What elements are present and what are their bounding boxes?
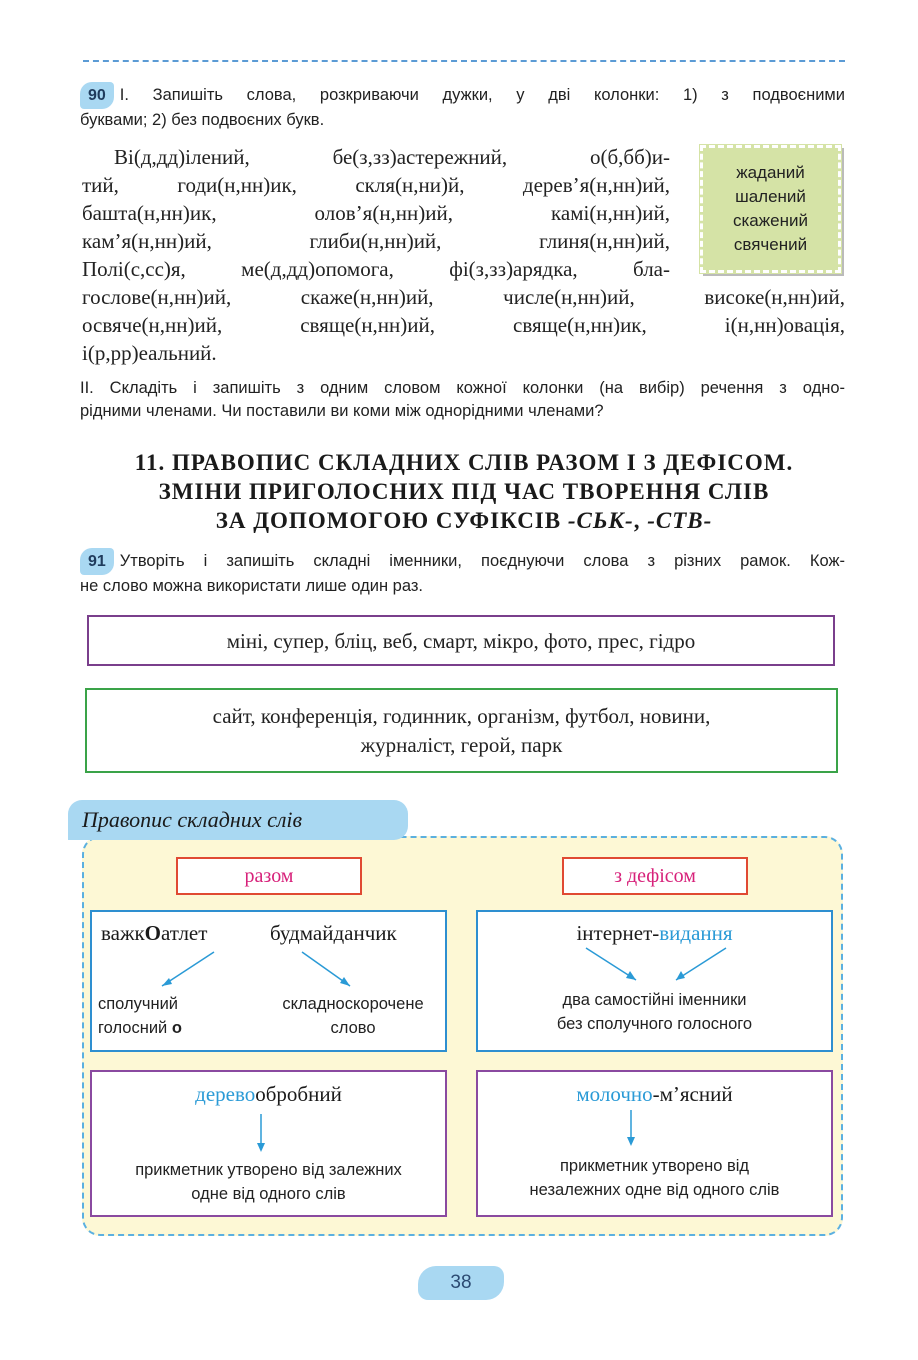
- note-word: свячений: [733, 235, 808, 254]
- exercise-90-text-block: [82, 143, 670, 283]
- exercise-90-instruction: [80, 82, 845, 132]
- text-line: башта(н,нн)ик, олов’я(н,нн)ий, камі(н,нн)ий,: [82, 201, 670, 225]
- text-line: гослове(н,нн)ий, скаже(н,нн)ий, числе(н,нн)ий, високе(н,нн)ий,: [82, 285, 845, 309]
- note-dependent-words: [92, 1158, 445, 1206]
- word-part: атлет: [161, 921, 208, 945]
- word-note-card: [700, 145, 841, 273]
- text-line: кам’я(н,нн)ий, глиби(н,нн)ий, глиня(н,нн)ий,: [82, 229, 670, 253]
- word-part: -м’ясний: [652, 1082, 733, 1106]
- arrow-left-head: [626, 971, 636, 980]
- note-line: прикметник утворено від залежних: [135, 1161, 402, 1179]
- box-words-line: сайт, конференція, годинник, організм, футбол, новини,: [212, 703, 711, 728]
- arrow-right: [676, 948, 726, 980]
- label-together: разом: [176, 857, 362, 895]
- instruction-line: I. Запишіть слова, розкриваючи дужки, у дві колонки: 1) з подвоєними: [119, 86, 845, 104]
- note-line: два самостійні іменники: [562, 991, 747, 1009]
- exercise-90-text-block-wide: [82, 283, 845, 367]
- part2-line: рідними членами. Чи поставили ви коми між однорідними членами?: [80, 402, 604, 420]
- example-box-hyphen: [476, 910, 833, 1052]
- word-part-highlight: видання: [659, 921, 733, 945]
- instruction-line: не слово можна використати лише один раз.: [80, 577, 423, 595]
- heading-separator: ,: [633, 508, 648, 533]
- note-line: голосний: [98, 1019, 172, 1037]
- exercise-90-part2: [80, 377, 845, 423]
- label-hyphen: з дефісом: [562, 857, 748, 895]
- note-line: одне від одного слів: [191, 1185, 346, 1203]
- note-word: шалений: [735, 187, 806, 206]
- word-part-highlight: молочно: [576, 1082, 653, 1106]
- note-letter: о: [171, 1019, 182, 1037]
- text-line: освяче(н,нн)ий, свяще(н,нн)ий, свяще(н,нн)ик, і(н,нн)овація,: [82, 313, 845, 337]
- suffix-stv: -СТВ-: [647, 508, 713, 533]
- text-line: Полі(с,сс)я, ме(д,дд)опомога, фі(з,зз)арядка, бла-: [82, 257, 670, 281]
- text-line: Ві(д,дд)ілений, бе(з,зз)астережний, о(б,бб)и-: [114, 145, 670, 169]
- heading-line: 11. ПРАВОПИС СКЛАДНИХ СЛІВ РАЗОМ І З ДЕФІСОМ.: [134, 450, 794, 475]
- word-part-highlight: дерево: [195, 1082, 256, 1106]
- note-word: жаданий: [736, 163, 805, 182]
- note-two-nouns: [478, 988, 831, 1036]
- note-word: скажений: [733, 211, 808, 230]
- section-heading: [83, 448, 845, 535]
- instruction-line: Утворіть і запишіть складні іменники, поєднуючи слова з різних рамок. Кож-: [119, 552, 845, 570]
- arrow-right-head: [340, 977, 350, 986]
- word-part: важк: [101, 921, 145, 945]
- word-part: обробний: [255, 1082, 342, 1106]
- heading-line: [83, 506, 845, 535]
- text-line: тий, годи(н,нн)ик, скля(н,ни)й, дерев’я(н,нн)ий,: [82, 173, 670, 197]
- word-box-nouns: [85, 688, 838, 773]
- word-part: інтернет-: [576, 921, 660, 945]
- heading-text: ЗА ДОПОМОГОЮ СУФІКСІВ: [215, 508, 568, 533]
- arrow-left-head: [162, 978, 172, 986]
- suffix-sk: -СЬК-: [567, 508, 634, 533]
- connecting-vowel: О: [144, 921, 162, 945]
- note-line: прикметник утворено від: [559, 1157, 750, 1175]
- instruction-line: буквами; 2) без подвоєних букв.: [80, 111, 325, 129]
- scheme-title: Правопис складних слів: [68, 800, 408, 840]
- box-words-line: журналіст, герой, парк: [360, 732, 563, 757]
- top-dashed-rule: [83, 60, 845, 62]
- note-connecting-vowel: [98, 992, 208, 1040]
- box-words: міні, супер, бліц, веб, смарт, мікро, фото, прес, гідро: [226, 628, 696, 653]
- arrow-down-head: [627, 1137, 635, 1146]
- note-line: незалежних одне від одного слів: [529, 1181, 780, 1199]
- exercise-91-badge: 91: [80, 548, 114, 575]
- example-box-dependent: [90, 1070, 447, 1217]
- note-line: складноскорочене: [282, 995, 424, 1013]
- exercise-90-badge: 90: [80, 82, 114, 109]
- note-independent-words: [478, 1154, 831, 1202]
- arrow-down-head: [257, 1143, 265, 1152]
- note-abbreviated-word: [260, 992, 446, 1040]
- example-box-together: [90, 910, 447, 1052]
- note-line: слово: [330, 1019, 376, 1037]
- heading-line: ЗМІНИ ПРИГОЛОСНИХ ПІД ЧАС ТВОРЕННЯ СЛІВ: [158, 479, 770, 504]
- example-word-budmaidanchyk: будмайданчик: [270, 921, 397, 945]
- page-number: 38: [418, 1266, 504, 1300]
- note-line: сполучний: [98, 995, 179, 1013]
- word-box-prefixes: [87, 615, 835, 666]
- text-line: і(р,рр)еальний.: [82, 341, 217, 365]
- part2-line: II. Складіть і запишіть з одним словом кожної колонки (на вибір) речення з одно-: [80, 379, 845, 397]
- note-line: без сполучного голосного: [556, 1015, 753, 1033]
- example-box-independent: [476, 1070, 833, 1217]
- exercise-91-instruction: [80, 548, 845, 598]
